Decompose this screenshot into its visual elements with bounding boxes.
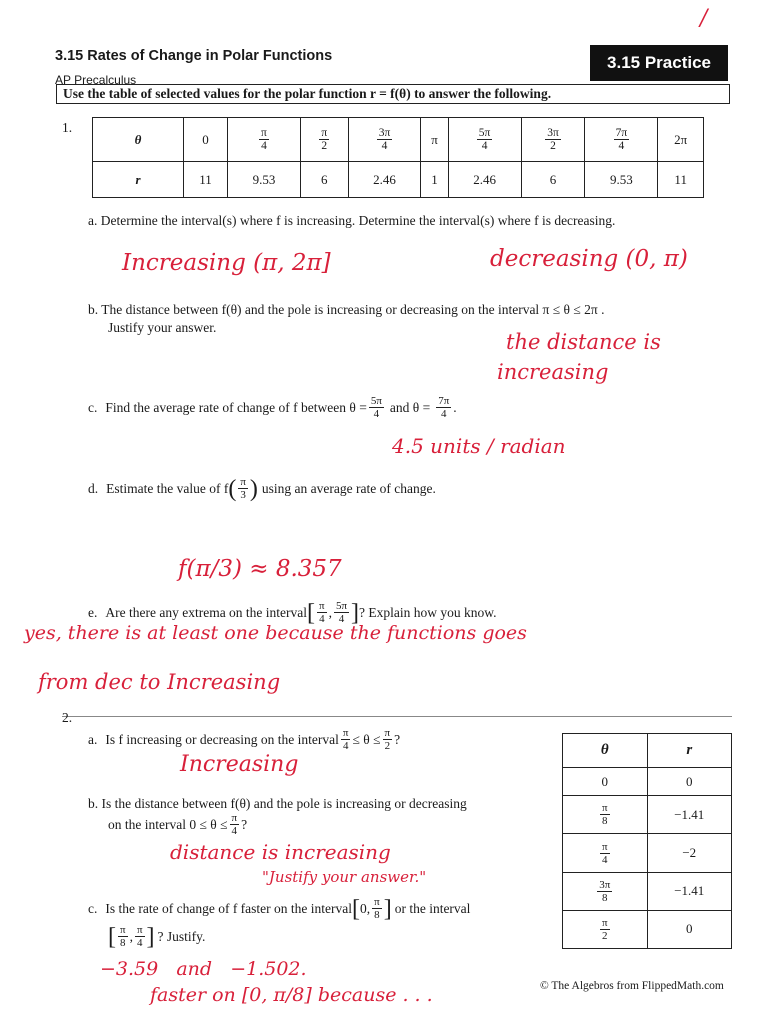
fraction-denominator: 4 [373,408,380,420]
r-cell: −2 [647,834,732,872]
fraction [230,812,240,837]
question-text: Are there any extrema on the interval [105,604,308,620]
answer-2c-line2: faster on [0, π/8] because . . . [150,984,433,1006]
fraction-numerator: π [601,840,608,853]
fraction-denominator: 4 [441,408,447,420]
corner-mark: / [700,6,708,31]
question-text: Find the average rate of change of f between θ = [105,399,367,415]
question-text: ? [241,816,248,832]
r-cell: −1.41 [647,796,732,834]
theta-cell [563,872,648,910]
table-row [563,768,732,796]
problem-1-number: 1. [62,120,73,135]
question-text: Is the distance between f(θ) and the pole is increasing or decreasing [101,796,467,811]
theta-header: θ [93,118,184,162]
interval-start: 0 [360,900,367,916]
question-text: ? [394,731,401,747]
interval-group: [ 0 , $\frac{\pi}{8}$ ] [352,895,392,922]
r-header: r [93,162,184,198]
question-2b-line2 [108,812,247,837]
fraction-denominator: 3 [240,489,246,501]
question-label: d. [88,480,99,496]
question-1a [88,213,728,229]
fraction [372,896,382,921]
fraction-numerator: π [342,727,349,739]
fraction-numerator: π [601,916,608,929]
fraction [118,924,128,949]
theta-header: θ [563,734,648,768]
question-label: b. [88,796,99,811]
question-label: b. [88,302,99,317]
question-text: using an average rate of change. [261,480,436,496]
fraction-numerator: 5π [335,600,348,612]
answer-1c: 4.5 units / radian [392,434,566,458]
answer-1b-line2: increasing [497,360,609,384]
question-1b-line2: Justify your answer. [108,320,217,335]
fraction-denominator: 2 [384,740,391,752]
answer-2b-line1: distance is increasing [170,840,391,864]
fraction [369,395,384,420]
fraction-denominator: 8 [120,937,126,949]
question-text: Estimate the value of f [106,480,229,496]
question-text: ? Justify. [157,928,206,944]
fraction [341,727,351,752]
section-divider [62,716,732,717]
question-text: . [453,399,457,415]
r-cell: 0 [647,768,732,796]
practice-badge-label: 3.15 Practice [607,53,711,72]
fraction-denominator: 4 [342,740,349,752]
fraction-denominator: 4 [136,937,143,949]
fraction-numerator: π [231,812,238,824]
fraction [238,476,248,501]
answer-1e-line2: from dec to Increasing [38,670,281,694]
fraction-denominator: 2 [602,929,608,942]
question-1b [88,302,728,318]
polar-values-table [92,117,704,198]
fraction-numerator: π [240,476,246,488]
r-cell: 11 [658,162,704,198]
fraction-numerator: 5π [370,395,382,407]
theta-cell: $\frac{3\pi}{2}$ [521,118,585,162]
interval-group: [ $\frac{\pi}{8}$ , $\frac{\pi}{4}$ ] [108,923,155,950]
table-row [563,834,732,872]
fraction-denominator: 4 [231,825,238,837]
theta-cell: $\frac{5\pi}{4}$ [448,118,521,162]
theta-cell: 0 [184,118,228,162]
r-cell: 1 [421,162,448,198]
answer-1a-decreasing: decreasing (0, π) [490,246,688,272]
question-label: c. [88,900,98,916]
answer-1a-increasing: Increasing (π, 2π] [122,250,331,276]
question-1c [88,395,728,420]
question-label: a. [88,213,98,228]
footer-credit: © The Algebros from FlippedMath.com [540,980,724,992]
fraction-numerator: 3π [599,878,611,891]
r-cell: 9.53 [227,162,300,198]
polar-values-table-2 [562,733,732,949]
question-2c-line2 [108,924,205,949]
theta-cell [563,796,648,834]
theta-cell: 2π [658,118,704,162]
question-text: The distance between f(θ) and the pole is increasing or decreasing on the interval π ≤ θ ≤ 2π . [101,302,605,317]
question-2a [88,727,548,752]
fraction-denominator: 8 [602,891,608,904]
practice-badge [590,45,728,81]
question-text: ? Explain how you know. [359,604,497,620]
fraction-denominator: 4 [602,853,608,866]
fraction [436,395,451,420]
fraction-denominator: 4 [319,613,325,625]
fraction [383,727,393,752]
theta-cell [563,834,648,872]
answer-1d: f(π/3) ≈ 8.357 [178,556,342,582]
question-label: e. [88,604,98,620]
question-text: on the interval 0 ≤ θ ≤ [108,816,228,832]
fraction-numerator: 7π [438,395,450,407]
theta-cell [563,910,648,948]
r-cell: 6 [300,162,348,198]
answer-2a: Increasing [180,752,299,777]
fraction-numerator: π [601,802,608,815]
table-row [93,118,704,162]
table-row [563,872,732,910]
fraction-denominator: 4 [338,613,345,625]
fraction-numerator: π [136,924,143,936]
fraction-denominator: 8 [374,909,380,921]
problem-2-number: 2. [62,710,73,725]
fraction-numerator: π [374,896,380,908]
theta-cell: $\frac{3\pi}{4}$ [348,118,421,162]
r-cell: 6 [521,162,585,198]
r-cell: −1.41 [647,872,732,910]
question-text: or the interval [394,900,471,916]
theta-cell: $\frac{\pi}{2}$ [300,118,348,162]
fraction-numerator: π [384,727,391,739]
page-title: 3.15 Rates of Change in Polar Functions [55,48,333,64]
question-label: a. [88,731,98,747]
answer-2b-line2: "Justify your answer." [262,868,427,886]
answer-1e-line1: yes, there is at least one because the functions goes [24,622,527,644]
fraction-denominator: 8 [602,815,608,828]
instruction-box [56,84,730,104]
theta-cell: 0 [563,768,648,796]
question-1d [88,476,728,501]
question-text: and θ = [389,399,431,415]
question-label: c. [88,399,98,415]
r-cell: 2.46 [448,162,521,198]
question-text: Is the rate of change of f faster on the interval [105,900,353,916]
question-text: Determine the interval(s) where f is increasing. Determine the interval(s) where f is decreasing. [100,213,616,228]
r-cell: 0 [647,910,732,948]
question-2b [88,796,548,812]
theta-cell: $\frac{\pi}{4}$ [227,118,300,162]
interval-group: [ $\frac{\pi}{4}$ , $\frac{5\pi}{4}$ ] [307,599,360,626]
page-subtitle: AP Precalculus [55,73,137,87]
question-text: Is f increasing or decreasing on the interval [105,731,339,747]
paren-group: ( $\frac{\pi}{3}$ ) [228,475,258,502]
answer-2c-line1: −3.59 and −1.502. [100,958,307,980]
question-text: ≤ θ ≤ [352,731,381,747]
fraction [135,924,145,949]
question-2c [88,896,558,921]
table-row [93,162,704,198]
table-row [563,910,732,948]
table-row [563,796,732,834]
table-row [563,734,732,768]
r-cell: 9.53 [585,162,658,198]
fraction-numerator: π [120,924,126,936]
theta-cell: π [421,118,448,162]
instruction-text: Use the table of selected values for the polar function r = f(θ) to answer the following. [63,86,552,101]
theta-cell: $\frac{7\pi}{4}$ [585,118,658,162]
fraction-numerator: π [319,600,325,612]
r-header: r [647,734,732,768]
answer-1b-line1: the distance is [506,330,661,354]
r-cell: 2.46 [348,162,421,198]
r-cell: 11 [184,162,228,198]
